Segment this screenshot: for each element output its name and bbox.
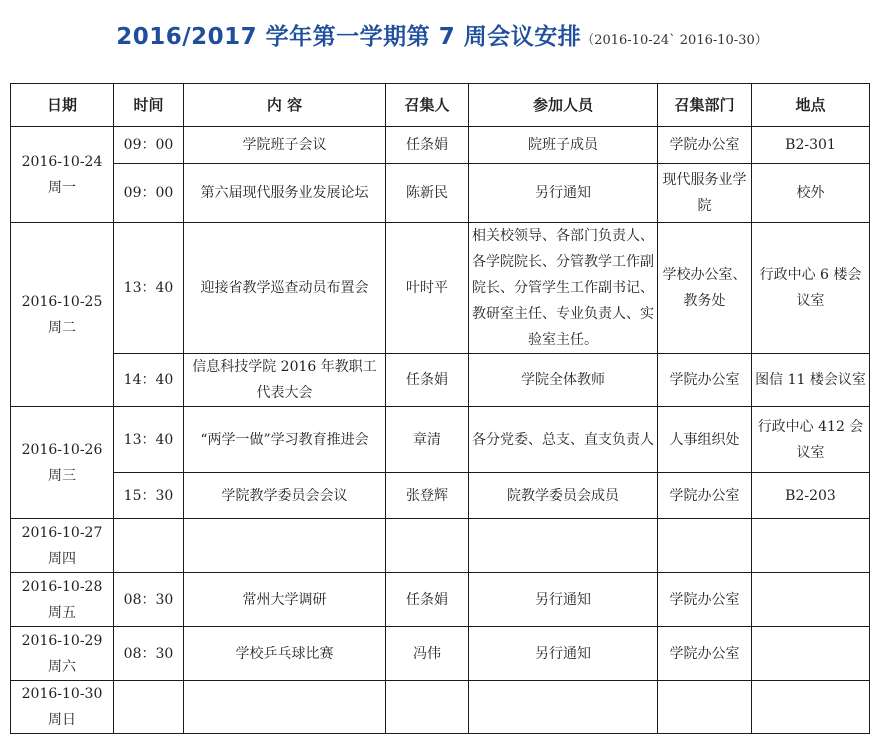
date-cell — [11, 519, 114, 573]
date-text: 2016-10-28 — [21, 578, 103, 595]
department-cell — [658, 681, 752, 734]
header-row — [11, 84, 870, 127]
date-cell — [11, 627, 114, 681]
department-cell: 现代服务业学院 — [658, 164, 752, 223]
content-cell: 第六届现代服务业发展论坛 — [184, 164, 386, 223]
content-cell — [184, 519, 386, 573]
weekday-text: 周一 — [48, 179, 76, 196]
location-cell: 行政中心 6 楼会议室 — [752, 223, 870, 354]
department-cell: 学院办公室 — [658, 473, 752, 519]
header-attendees: 参加人员 — [469, 84, 658, 127]
weekday-text: 周五 — [48, 604, 76, 621]
department-cell — [658, 519, 752, 573]
location-cell — [752, 681, 870, 734]
convener-cell: 冯伟 — [386, 627, 469, 681]
content-cell: 迎接省教学巡查动员布置会 — [184, 223, 386, 354]
header-date: 日期 — [11, 84, 114, 127]
attendees-cell: 另行通知 — [469, 164, 658, 223]
department-cell: 学校办公室、教务处 — [658, 223, 752, 354]
attendees-cell — [469, 681, 658, 734]
weekday-text: 周六 — [48, 658, 76, 675]
attendees-cell: 各分党委、总支、直支负责人 — [469, 407, 658, 473]
date-text: 2016-10-24 — [21, 153, 103, 170]
date-cell — [11, 681, 114, 734]
convener-cell — [386, 519, 469, 573]
department-cell: 学院办公室 — [658, 354, 752, 407]
table-row — [11, 407, 870, 473]
content-cell: 学院班子会议 — [184, 127, 386, 164]
time-cell: 09：00 — [114, 164, 184, 223]
attendees-cell: 院教学委员会成员 — [469, 473, 658, 519]
convener-cell: 任条娟 — [386, 354, 469, 407]
table-row — [11, 354, 870, 407]
table-row — [11, 519, 870, 573]
convener-cell: 叶时平 — [386, 223, 469, 354]
content-cell: 信息科技学院 2016 年教职工代表大会 — [184, 354, 386, 407]
time-cell: 13：40 — [114, 407, 184, 473]
department-cell: 学院办公室 — [658, 627, 752, 681]
table-row — [11, 164, 870, 223]
convener-cell: 任条娟 — [386, 573, 469, 627]
location-cell — [752, 519, 870, 573]
attendees-cell: 学院全体教师 — [469, 354, 658, 407]
schedule-table — [10, 83, 870, 734]
table-row — [11, 573, 870, 627]
attendees-cell — [469, 519, 658, 573]
time-cell: 13：40 — [114, 223, 184, 354]
time-cell: 15：30 — [114, 473, 184, 519]
content-cell: 学校乒乓球比赛 — [184, 627, 386, 681]
convener-cell: 任条娟 — [386, 127, 469, 164]
date-text: 2016-10-30 — [21, 686, 103, 702]
header-content: 内 容 — [184, 84, 386, 127]
header-location: 地点 — [752, 84, 870, 127]
location-cell: 校外 — [752, 164, 870, 223]
page-title — [0, 18, 884, 51]
attendees-cell: 相关校领导、各部门负责人、各学院院长、分管教学工作副院长、分管学生工作副书记、教研室主任、专业负责人、实验室主任。 — [469, 223, 658, 354]
date-cell — [11, 573, 114, 627]
title-main: 2016/2017 学年第一学期第 7 周会议安排 — [116, 24, 582, 50]
title-date-range: （2016-10-24` 2016-10-30） — [581, 33, 768, 48]
table-row — [11, 223, 870, 354]
convener-cell: 章清 — [386, 407, 469, 473]
time-cell — [114, 519, 184, 573]
date-text: 2016-10-27 — [21, 524, 103, 541]
location-cell: B2-301 — [752, 127, 870, 164]
date-cell — [11, 407, 114, 519]
time-cell: 14：40 — [114, 354, 184, 407]
header-time: 时间 — [114, 84, 184, 127]
convener-cell — [386, 681, 469, 734]
table-row — [11, 681, 870, 734]
location-cell: 图信 11 楼会议室 — [752, 354, 870, 407]
table-row — [11, 127, 870, 164]
header-convener: 召集人 — [386, 84, 469, 127]
content-cell: “两学一做”学习教育推进会 — [184, 407, 386, 473]
time-cell: 08：30 — [114, 573, 184, 627]
attendees-cell: 院班子成员 — [469, 127, 658, 164]
attendees-cell: 另行通知 — [469, 627, 658, 681]
location-cell: B2-203 — [752, 473, 870, 519]
department-cell: 学院办公室 — [658, 573, 752, 627]
time-cell: 08：30 — [114, 627, 184, 681]
weekday-text: 周四 — [48, 550, 76, 567]
date-text: 2016-10-29 — [21, 632, 103, 649]
weekday-text: 周三 — [48, 467, 76, 484]
time-cell — [114, 681, 184, 734]
time-cell: 09：00 — [114, 127, 184, 164]
date-text: 2016-10-26 — [21, 441, 103, 458]
location-cell: 行政中心 412 会议室 — [752, 407, 870, 473]
content-cell: 学院教学委员会会议 — [184, 473, 386, 519]
date-cell — [11, 223, 114, 407]
table-row — [11, 473, 870, 519]
date-cell — [11, 127, 114, 223]
table-row — [11, 627, 870, 681]
content-cell — [184, 681, 386, 734]
location-cell — [752, 573, 870, 627]
convener-cell: 陈新民 — [386, 164, 469, 223]
department-cell: 人事组织处 — [658, 407, 752, 473]
date-text: 2016-10-25 — [21, 293, 103, 310]
weekday-text: 周日 — [48, 712, 76, 728]
header-department: 召集部门 — [658, 84, 752, 127]
attendees-cell: 另行通知 — [469, 573, 658, 627]
convener-cell: 张登辉 — [386, 473, 469, 519]
department-cell: 学院办公室 — [658, 127, 752, 164]
weekday-text: 周二 — [48, 319, 76, 336]
location-cell — [752, 627, 870, 681]
content-cell: 常州大学调研 — [184, 573, 386, 627]
